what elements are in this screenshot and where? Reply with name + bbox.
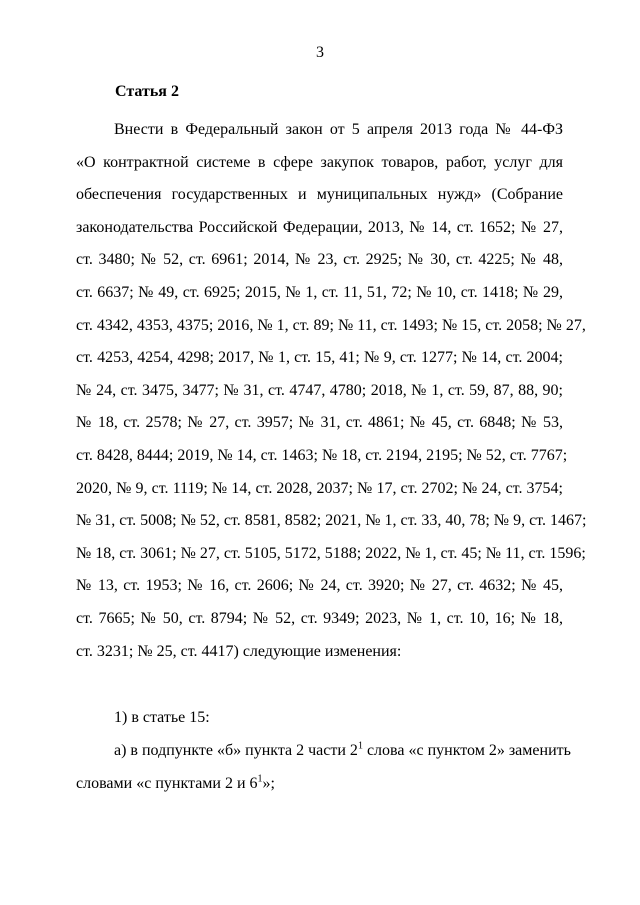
body-line: № 24, ст. 3475, 3477; № 31, ст. 4747, 4780; 2018, № 1, ст. 59, 87, 88, 90; (76, 381, 563, 399)
list-item-a-text: »; (262, 774, 275, 792)
body-line: ст. 3480; № 52, ст. 6961; 2014, № 23, ст. 2925; № 30, ст. 4225; № 48, (76, 251, 563, 269)
body-line: № 18, ст. 3061; № 27, ст. 5105, 5172, 5188; 2022, № 1, ст. 45; № 11, ст. 1596; (76, 544, 586, 562)
body-line: ст. 3231; № 25, ст. 4417) следующие изменения: (76, 642, 402, 660)
superscript: 1 (357, 740, 363, 752)
body-line: 2020, № 9, ст. 1119; № 14, ст. 2028, 2037; № 17, ст. 2702; № 24, ст. 3754; (76, 479, 563, 497)
list-item-a-text: словами «с пунктами 2 и 6 (76, 774, 258, 792)
body-line: «О контрактной системе в сфере закупок товаров, работ, услуг для (76, 153, 563, 171)
list-item-1: 1) в статье 15: (114, 709, 210, 726)
body-line: ст. 8428, 8444; 2019, № 14, ст. 1463; № 18, ст. 2194, 2195; № 52, ст. 7767; (76, 446, 568, 464)
list-item-a-text: слова «с пунктом 2» заменить (362, 742, 571, 759)
superscript: 1 (257, 773, 263, 785)
body-line: ст. 4253, 4254, 4298; 2017, № 1, ст. 15, 41; № 9, ст. 1277; № 14, ст. 2004; (76, 349, 563, 367)
body-line: Внести в Федеральный закон от 5 апреля 2013 года № 44-ФЗ (114, 121, 563, 138)
article-body (76, 114, 587, 668)
list-item-a-line-2 (76, 768, 563, 801)
body-line: ст. 4342, 4353, 4375; 2016, № 1, ст. 89; № 11, ст. 1493; № 15, ст. 2058; № 27, (76, 316, 586, 334)
article-title: Статья 2 (115, 83, 179, 100)
body-line: ст. 7665; № 50, ст. 8794; № 52, ст. 9349; 2023, № 1, ст. 10, 16; № 18, (76, 609, 563, 627)
list-item-a-line-1 (76, 735, 571, 768)
list-item-a (76, 735, 571, 800)
body-line: № 13, ст. 1953; № 16, ст. 2606; № 24, ст. 3920; № 27, ст. 4632; № 45, (76, 577, 563, 595)
body-line: обеспечения государственных и муниципальных нужд» (Собрание (76, 186, 563, 204)
body-line: № 31, ст. 5008; № 52, ст. 8581, 8582; 2021, № 1, ст. 33, 40, 78; № 9, ст. 1467; (76, 512, 587, 530)
page-number: 3 (316, 44, 324, 61)
body-line: № 18, ст. 2578; № 27, ст. 3957; № 31, ст. 4861; № 45, ст. 6848; № 53, (76, 414, 563, 432)
body-line: законодательства Российской Федерации, 2013, № 14, ст. 1652; № 27, (76, 218, 563, 236)
body-line: ст. 6637; № 49, ст. 6925; 2015, № 1, ст. 11, 51, 72; № 10, ст. 1418; № 29, (76, 283, 563, 301)
list-item-a-text: а) в подпункте «б» пункта 2 части 2 (114, 742, 358, 759)
